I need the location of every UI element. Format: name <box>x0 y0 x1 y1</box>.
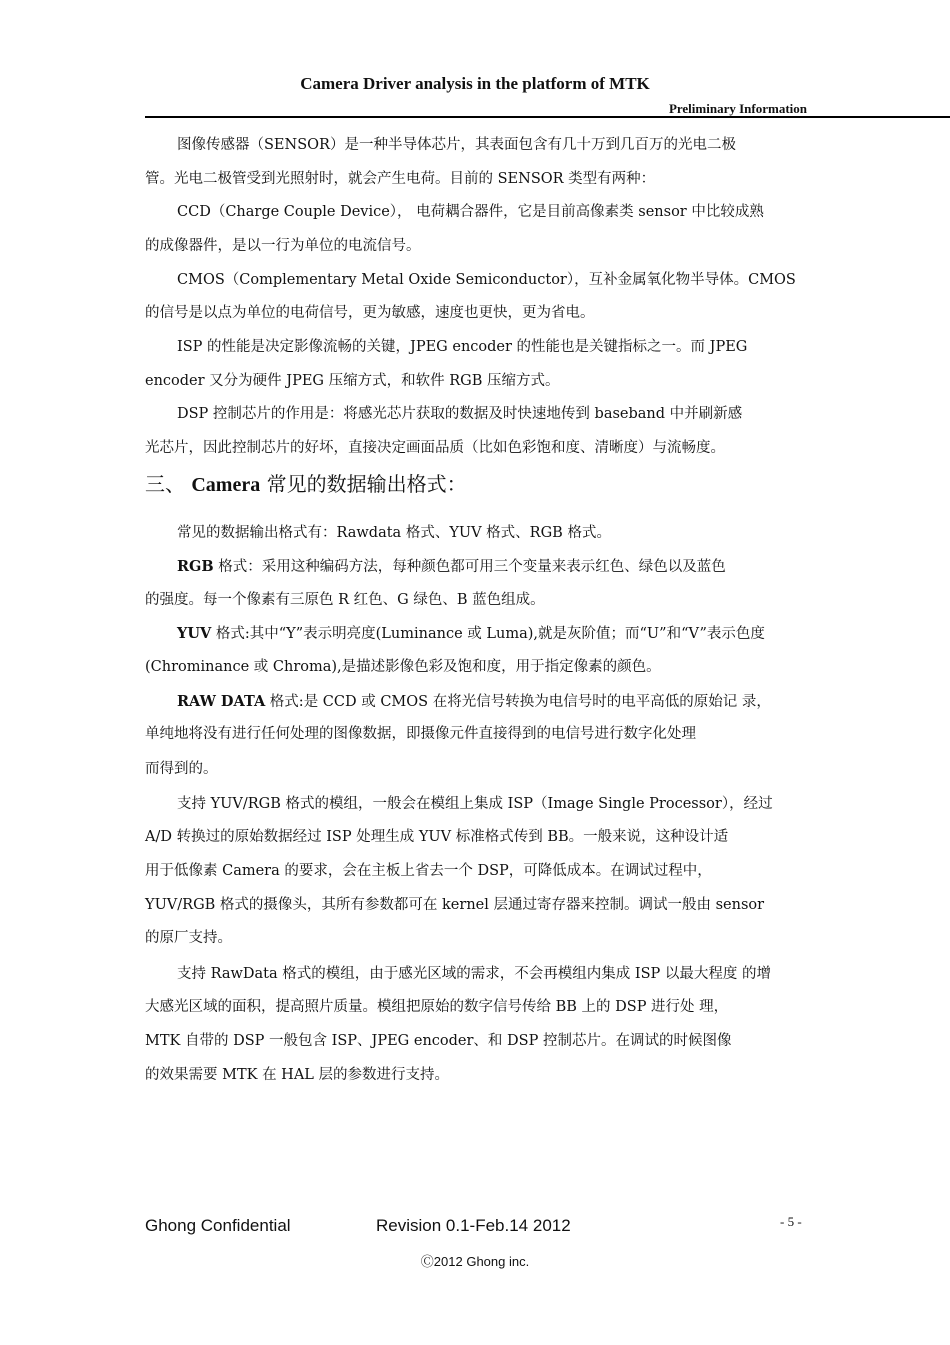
section-heading-camera: Camera <box>191 474 261 496</box>
text-line: YUV/RGB 格式的摄像头，其所有参数都可在 kernel 层通过寄存器来控制。调试一般由 sensor <box>145 897 765 913</box>
section-heading <box>145 468 467 497</box>
text-line: MTK 自带的 DSP 一般包含 ISP、JPEG encoder、和 DSP 控制芯片。在调试的时候图像 <box>145 1033 732 1049</box>
text-line: 的原厂支持。 <box>145 930 232 946</box>
term-text: 格式：采用这种编码方法，每种颜色都可用三个变量来表示红色、绿色以及蓝色 <box>213 559 726 575</box>
text-line: 的成像器件，是以一行为单位的电流信号。 <box>145 238 421 254</box>
term-text: 格式:是 CCD 或 CMOS 在将光信号转换为电信号时的电平高低的原始记 录， <box>265 694 771 710</box>
paragraph-formats: 常见的数据输出格式有：Rawdata 格式、YUV 格式、RGB 格式。 <box>177 525 611 541</box>
text-line: 光芯片，因此控制芯片的好坏，直接决定画面品质（比如色彩饱和度、清晰度）与流畅度。 <box>145 440 725 456</box>
text-line: 支持 YUV/RGB 格式的模组，一般会在模组上集成 ISP（Image Single Processor），经过 <box>177 796 773 812</box>
text-line: encoder 又分为硬件 JPEG 压缩方式，和软件 RGB 压缩方式。 <box>145 373 560 389</box>
footer-revision: Revision 0.1-Feb.14 2012 <box>376 1216 571 1235</box>
text-line: ISP 的性能是决定影像流畅的关键，JPEG encoder 的性能也是关键指标之一。而 JPEG <box>177 339 748 355</box>
term-label: YUV <box>177 625 212 642</box>
text-line: CMOS（Complementary Metal Oxide Semiconductor），互补金属氧化物半导体。CMOS <box>177 272 796 288</box>
text-line: 管。光电二极管受到光照射时，就会产生电荷。目前的 SENSOR 类型有两种： <box>145 171 656 187</box>
text-line: A/D 转换过的原始数据经过 ISP 处理生成 YUV 标准格式传到 BB。一般来说，这种设计适 <box>145 829 729 845</box>
text-line: 的强度。每一个像素有三原色 R 红色、G 绿色、B 蓝色组成。 <box>145 592 545 608</box>
text-line: 图像传感器（SENSOR）是一种半导体芯片，其表面包含有几十万到几百万的光电二极 <box>177 137 736 153</box>
footer-copyright: Ⓒ2012 Ghong inc. <box>420 1254 530 1269</box>
document-title: Camera Driver analysis in the platform of MTK <box>300 74 650 93</box>
text-line: 支持 RawData 格式的模组，由于感光区域的需求，不会再模组内集成 ISP 以最大程度 的增 <box>177 966 772 982</box>
text-line <box>177 557 726 577</box>
term-label: RAW DATA <box>177 693 266 710</box>
section-heading-rest: 常见的数据输出格式： <box>260 472 467 496</box>
term-label: RGB <box>177 558 214 575</box>
term-text: 格式:其中“Y”表示明亮度(Luminance 或 Luma),就是灰阶值；而“U”和“V”表示色度 <box>211 626 765 642</box>
text-line: 单纯地将没有进行任何处理的图像数据，即摄像元件直接得到的电信号进行数字化处理 <box>145 726 696 742</box>
text-line: CCD（Charge Couple Device）， 电荷耦合器件，它是目前高像素类 sensor 中比较成熟 <box>177 204 764 220</box>
header-rule <box>145 116 950 118</box>
page-number: - 5 - <box>780 1214 802 1229</box>
text-line: 用于低像素 Camera 的要求，会在主板上省去一个 DSP，可降低成本。在调试过程中， <box>145 863 712 879</box>
text-line: 的信号是以点为单位的电荷信号，更为敏感，速度也更快，更为省电。 <box>145 305 595 321</box>
text-line: 的效果需要 MTK 在 HAL 层的参数进行支持。 <box>145 1067 450 1083</box>
footer-confidential: Ghong Confidential <box>145 1216 291 1235</box>
section-heading-prefix: 三、 <box>145 472 192 496</box>
text-line: DSP 控制芯片的作用是：将感光芯片获取的数据及时快速地传到 baseband 中并刷新感 <box>177 406 743 422</box>
text-line <box>177 692 771 712</box>
text-line <box>177 624 765 644</box>
text-line: (Chrominance 或 Chroma),是描述影像色彩及饱和度，用于指定像素的颜色。 <box>145 659 661 675</box>
document-subtitle: Preliminary Information <box>668 101 807 116</box>
text-line: 大感光区域的面积，提高照片质量。模组把原始的数字信号传给 BB 上的 DSP 进行处 理， <box>145 999 729 1015</box>
text-line: 而得到的。 <box>145 761 218 777</box>
